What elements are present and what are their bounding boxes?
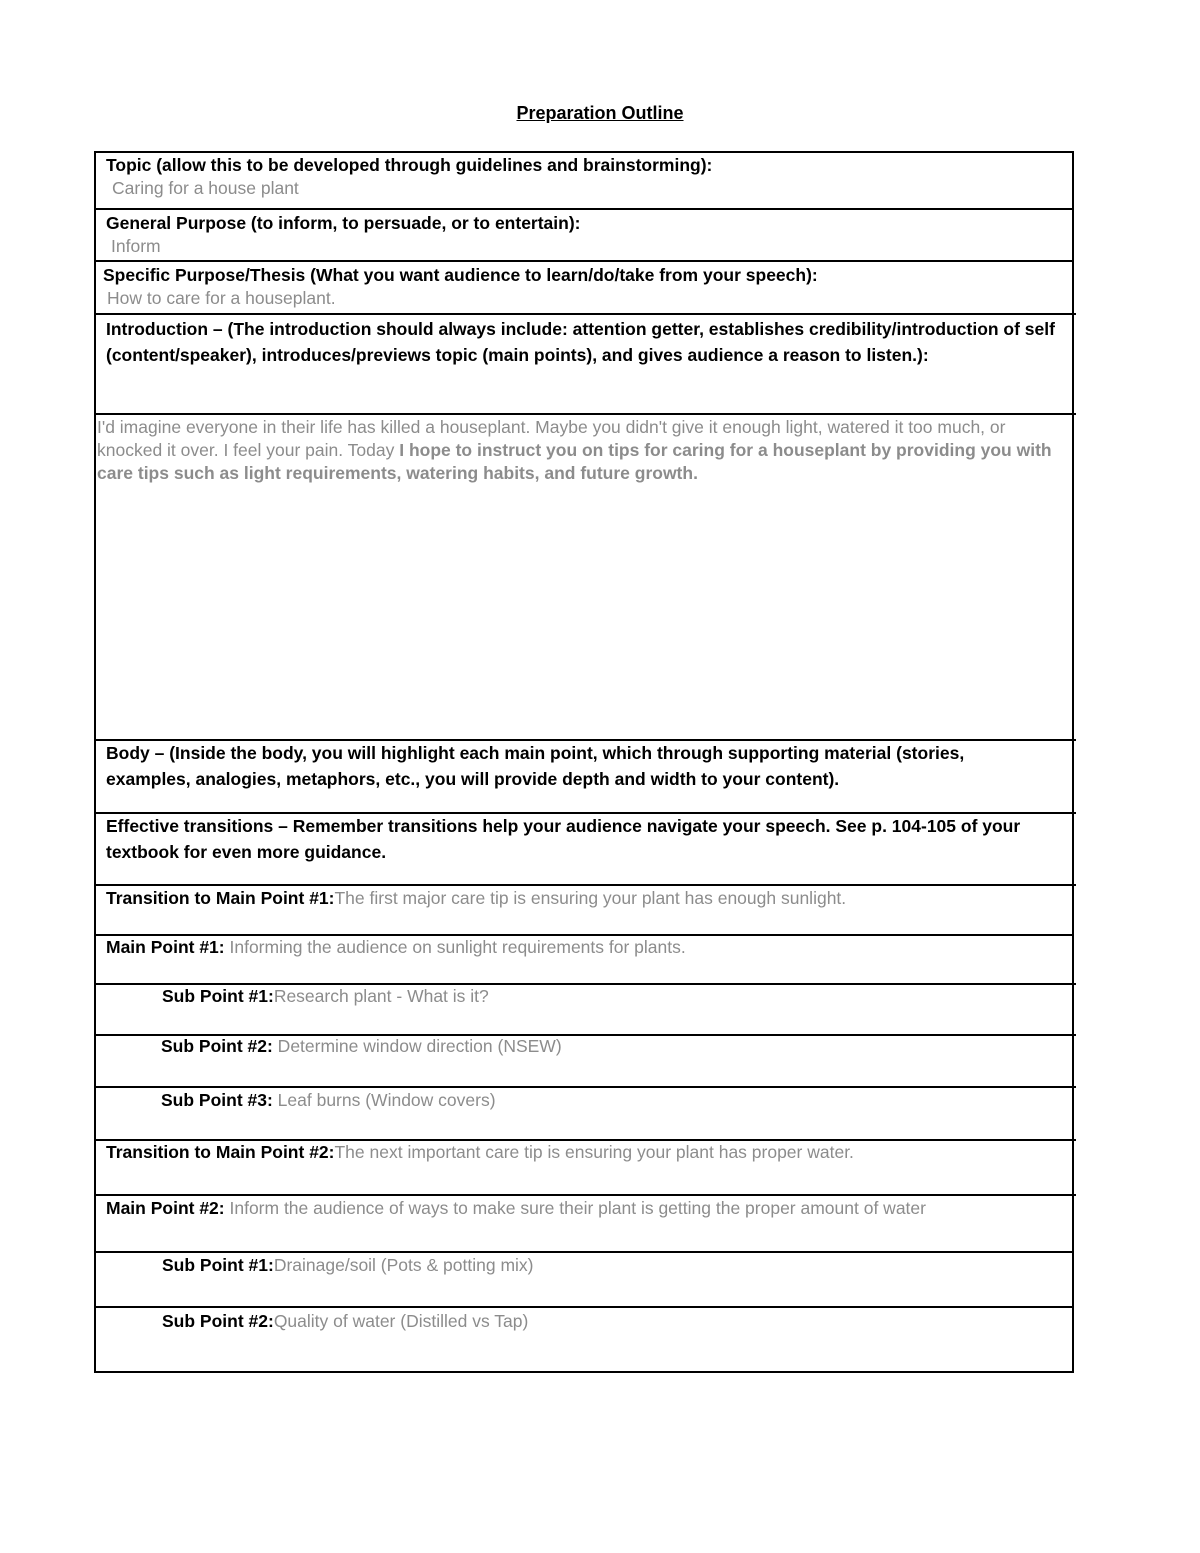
body-label: Body – (Inside the body, you will highlight each main point, which through supporting material (stories, examples, analogies, metaphors, etc., you will provide depth and width to your content). <box>106 743 965 789</box>
main2-row[interactable] <box>106 1196 1066 1222</box>
general-purpose-value[interactable]: Inform <box>111 235 161 256</box>
general-purpose-label: General Purpose (to inform, to persuade, or to entertain): <box>106 213 581 233</box>
main1-sub3-value: Leaf burns (Window covers) <box>272 1090 496 1110</box>
main1-label: Main Point #1: <box>106 937 225 957</box>
introduction-text: I'd imagine everyone in their life has killed a houseplant. Maybe you didn't give it enough light, watered it too much, or knocked it over. I feel your pain. Today <box>97 417 1006 460</box>
main2-sub1-row[interactable] <box>106 1253 1066 1279</box>
introduction-label: Introduction – (The introduction should always include: attention getter, establishes credibility/introduction of self (content/speaker), introduces/previews topic (main points), and gives audience a reason to listen.): <box>106 319 1055 365</box>
general-purpose-section <box>106 211 1066 259</box>
specific-purpose-label: Specific Purpose/Thesis (What you want audience to learn/do/take from your speech): <box>103 265 818 285</box>
topic-label: Topic (allow this to be developed through guidelines and brainstorming): <box>106 155 713 175</box>
topic-value[interactable]: Caring for a house plant <box>112 177 299 198</box>
introduction-preview-text: I hope to instruct you on tips for caring for a houseplant by providing you with care tips such as light requirements, watering habits, and future growth. <box>97 440 1052 483</box>
main1-sub1-row[interactable] <box>106 984 1066 1010</box>
transition1-value: The first major care tip is ensuring your plant has enough sunlight. <box>334 888 847 908</box>
transition2-value: The next important care tip is ensuring your plant has proper water. <box>334 1142 854 1162</box>
rule-topic <box>94 208 1074 210</box>
transition1-label: Transition to Main Point #1: <box>106 888 335 908</box>
main1-sub3-label: Sub Point #3: <box>161 1090 273 1110</box>
rule-specific-purpose <box>94 313 1076 315</box>
transition2-label: Transition to Main Point #2: <box>106 1142 335 1162</box>
main2-value: Inform the audience of ways to make sure their plant is getting the proper amount of water <box>224 1198 926 1218</box>
main1-value: Informing the audience on sunlight requirements for plants. <box>224 937 686 957</box>
main1-sub1-label: Sub Point #1: <box>162 986 274 1006</box>
rule-main2-sub1 <box>94 1306 1074 1308</box>
page-title: Preparation Outline <box>516 103 684 123</box>
topic-section <box>106 153 1066 201</box>
main1-sub2-label: Sub Point #2: <box>161 1036 273 1056</box>
main2-sub1-value: Drainage/soil (Pots & potting mix) <box>273 1255 534 1275</box>
main1-sub2-value: Determine window direction (NSEW) <box>272 1036 562 1056</box>
main2-sub2-value: Quality of water (Distilled vs Tap) <box>273 1311 529 1331</box>
main1-sub2-row[interactable] <box>105 1034 1065 1060</box>
transition1-row[interactable] <box>106 886 1066 912</box>
specific-purpose-section <box>103 263 1068 311</box>
rule-introduction-label <box>94 413 1076 415</box>
main2-sub2-row[interactable] <box>106 1309 1066 1335</box>
main1-sub1-value: Research plant - What is it? <box>273 986 489 1006</box>
main1-sub3-row[interactable] <box>105 1088 1065 1114</box>
introduction-content[interactable] <box>97 416 1057 485</box>
specific-purpose-value[interactable]: How to care for a houseplant. <box>107 287 336 308</box>
main2-sub2-label: Sub Point #2: <box>162 1311 274 1331</box>
main1-row[interactable] <box>106 935 1066 961</box>
transition2-row[interactable] <box>106 1140 1066 1166</box>
rule-general-purpose <box>94 260 1074 262</box>
transitions-label: Effective transitions – Remember transitions help your audience navigate your speech. See p. 104-105 of your textbook for even more guidance. <box>106 816 1021 862</box>
main2-sub1-label: Sub Point #1: <box>162 1255 274 1275</box>
main2-label: Main Point #2: <box>106 1198 225 1218</box>
